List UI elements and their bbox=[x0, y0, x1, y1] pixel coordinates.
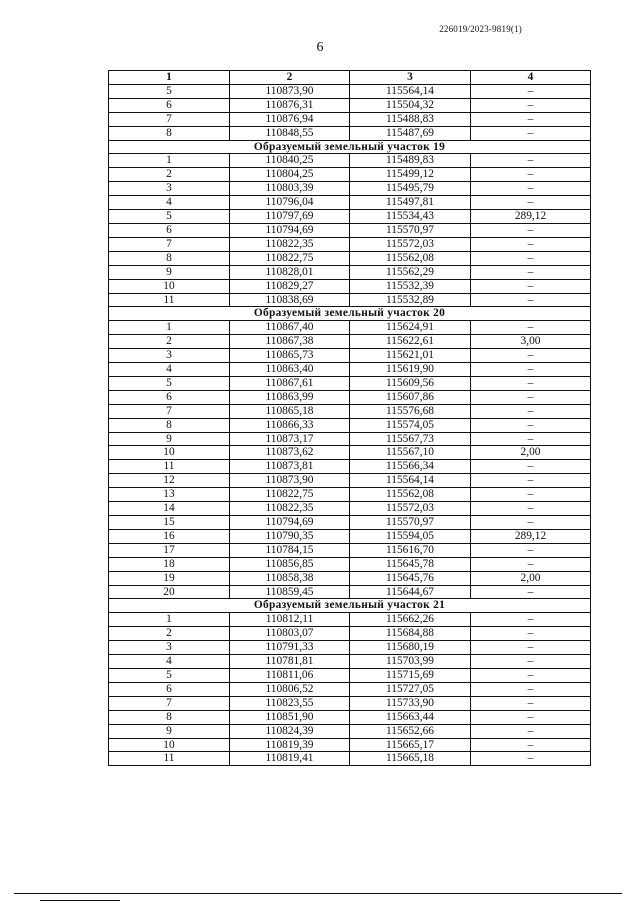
table-row bbox=[109, 543, 591, 557]
value-cell: – bbox=[471, 376, 591, 390]
value-cell: – bbox=[471, 710, 591, 724]
value-cell: – bbox=[471, 641, 591, 655]
value-cell: – bbox=[471, 196, 591, 210]
y-coordinate-cell: 115662,26 bbox=[350, 613, 471, 627]
y-coordinate-cell: 115495,79 bbox=[350, 182, 471, 196]
x-coordinate-cell: 110822,35 bbox=[230, 237, 350, 251]
y-coordinate-cell: 115665,17 bbox=[350, 738, 471, 752]
y-coordinate-cell: 115504,32 bbox=[350, 98, 471, 112]
point-number-cell: 9 bbox=[109, 724, 230, 738]
value-cell: – bbox=[471, 585, 591, 599]
document-number: 226019/2023-9819(1) bbox=[439, 24, 522, 34]
x-coordinate-cell: 110876,31 bbox=[230, 98, 350, 112]
y-coordinate-cell: 115499,12 bbox=[350, 168, 471, 182]
table-header-row bbox=[109, 71, 591, 85]
table-row bbox=[109, 655, 591, 669]
y-coordinate-cell: 115488,83 bbox=[350, 112, 471, 126]
table-row bbox=[109, 154, 591, 168]
x-coordinate-cell: 110781,81 bbox=[230, 655, 350, 669]
table-row bbox=[109, 279, 591, 293]
value-cell: 289,12 bbox=[471, 210, 591, 224]
y-coordinate-cell: 115609,56 bbox=[350, 376, 471, 390]
y-coordinate-cell: 115562,29 bbox=[350, 265, 471, 279]
x-coordinate-cell: 110856,85 bbox=[230, 557, 350, 571]
table-row bbox=[109, 474, 591, 488]
table-row bbox=[109, 710, 591, 724]
x-coordinate-cell: 110866,33 bbox=[230, 418, 350, 432]
value-cell: – bbox=[471, 404, 591, 418]
x-coordinate-cell: 110822,35 bbox=[230, 502, 350, 516]
table-row bbox=[109, 696, 591, 710]
table-row bbox=[109, 418, 591, 432]
y-coordinate-cell: 115703,99 bbox=[350, 655, 471, 669]
value-cell: – bbox=[471, 418, 591, 432]
y-coordinate-cell: 115645,76 bbox=[350, 571, 471, 585]
table-row bbox=[109, 752, 591, 766]
value-cell: – bbox=[471, 168, 591, 182]
value-cell: – bbox=[471, 251, 591, 265]
point-number-cell: 5 bbox=[109, 668, 230, 682]
x-coordinate-cell: 110865,18 bbox=[230, 404, 350, 418]
point-number-cell: 5 bbox=[109, 376, 230, 390]
x-coordinate-cell: 110784,15 bbox=[230, 543, 350, 557]
point-number-cell: 10 bbox=[109, 446, 230, 460]
x-coordinate-cell: 110865,73 bbox=[230, 349, 350, 363]
x-coordinate-cell: 110863,40 bbox=[230, 363, 350, 377]
table-row bbox=[109, 432, 591, 446]
table-row bbox=[109, 641, 591, 655]
table-row bbox=[109, 738, 591, 752]
point-number-cell: 2 bbox=[109, 627, 230, 641]
y-coordinate-cell: 115663,44 bbox=[350, 710, 471, 724]
value-cell: 289,12 bbox=[471, 529, 591, 543]
table-row bbox=[109, 390, 591, 404]
y-coordinate-cell: 115619,90 bbox=[350, 363, 471, 377]
table-row bbox=[109, 237, 591, 251]
x-coordinate-cell: 110873,90 bbox=[230, 474, 350, 488]
point-number-cell: 5 bbox=[109, 84, 230, 98]
value-cell: – bbox=[471, 488, 591, 502]
value-cell: – bbox=[471, 112, 591, 126]
y-coordinate-cell: 115564,14 bbox=[350, 84, 471, 98]
point-number-cell: 6 bbox=[109, 682, 230, 696]
y-coordinate-cell: 115487,69 bbox=[350, 126, 471, 140]
x-coordinate-cell: 110794,69 bbox=[230, 223, 350, 237]
point-number-cell: 20 bbox=[109, 585, 230, 599]
table-row bbox=[109, 627, 591, 641]
table-row bbox=[109, 557, 591, 571]
x-coordinate-cell: 110811,06 bbox=[230, 668, 350, 682]
point-number-cell: 19 bbox=[109, 571, 230, 585]
x-coordinate-cell: 110822,75 bbox=[230, 251, 350, 265]
x-coordinate-cell: 110859,45 bbox=[230, 585, 350, 599]
point-number-cell: 8 bbox=[109, 710, 230, 724]
y-coordinate-cell: 115680,19 bbox=[350, 641, 471, 655]
x-coordinate-cell: 110840,25 bbox=[230, 154, 350, 168]
point-number-cell: 6 bbox=[109, 223, 230, 237]
point-number-cell: 4 bbox=[109, 196, 230, 210]
table-row bbox=[109, 460, 591, 474]
x-coordinate-cell: 110819,41 bbox=[230, 752, 350, 766]
value-cell: – bbox=[471, 84, 591, 98]
section-title: Образуемый земельный участок 19 bbox=[109, 140, 591, 154]
table-row bbox=[109, 502, 591, 516]
footer-short-divider bbox=[40, 900, 120, 901]
y-coordinate-cell: 115567,73 bbox=[350, 432, 471, 446]
point-number-cell: 11 bbox=[109, 293, 230, 307]
point-number-cell: 2 bbox=[109, 168, 230, 182]
section-title: Образуемый земельный участок 21 bbox=[109, 599, 591, 613]
x-coordinate-cell: 110873,90 bbox=[230, 84, 350, 98]
x-coordinate-cell: 110819,39 bbox=[230, 738, 350, 752]
value-cell: – bbox=[471, 474, 591, 488]
x-coordinate-cell: 110867,61 bbox=[230, 376, 350, 390]
y-coordinate-cell: 115607,86 bbox=[350, 390, 471, 404]
y-coordinate-cell: 115727,05 bbox=[350, 682, 471, 696]
value-cell: – bbox=[471, 696, 591, 710]
table-body bbox=[109, 84, 591, 765]
table-row bbox=[109, 265, 591, 279]
value-cell: – bbox=[471, 223, 591, 237]
value-cell: – bbox=[471, 182, 591, 196]
x-coordinate-cell: 110873,62 bbox=[230, 446, 350, 460]
value-cell: – bbox=[471, 363, 591, 377]
section-row bbox=[109, 140, 591, 154]
y-coordinate-cell: 115576,68 bbox=[350, 404, 471, 418]
table-row bbox=[109, 293, 591, 307]
x-coordinate-cell: 110867,40 bbox=[230, 321, 350, 335]
value-cell: – bbox=[471, 349, 591, 363]
value-cell: – bbox=[471, 293, 591, 307]
section-title: Образуемый земельный участок 20 bbox=[109, 307, 591, 321]
table-row bbox=[109, 84, 591, 98]
y-coordinate-cell: 115644,67 bbox=[350, 585, 471, 599]
table-row bbox=[109, 126, 591, 140]
y-coordinate-cell: 115616,70 bbox=[350, 543, 471, 557]
coordinates-table bbox=[108, 70, 591, 766]
x-coordinate-cell: 110803,39 bbox=[230, 182, 350, 196]
point-number-cell: 15 bbox=[109, 516, 230, 530]
value-cell: – bbox=[471, 613, 591, 627]
x-coordinate-cell: 110867,38 bbox=[230, 335, 350, 349]
point-number-cell: 6 bbox=[109, 390, 230, 404]
footer-divider bbox=[14, 893, 622, 894]
point-number-cell: 13 bbox=[109, 488, 230, 502]
y-coordinate-cell: 115645,78 bbox=[350, 557, 471, 571]
x-coordinate-cell: 110803,07 bbox=[230, 627, 350, 641]
value-cell: – bbox=[471, 655, 591, 669]
y-coordinate-cell: 115733,90 bbox=[350, 696, 471, 710]
value-cell: – bbox=[471, 502, 591, 516]
x-coordinate-cell: 110873,17 bbox=[230, 432, 350, 446]
y-coordinate-cell: 115572,03 bbox=[350, 502, 471, 516]
x-coordinate-cell: 110858,38 bbox=[230, 571, 350, 585]
x-coordinate-cell: 110851,90 bbox=[230, 710, 350, 724]
value-cell: – bbox=[471, 460, 591, 474]
value-cell: – bbox=[471, 98, 591, 112]
table-row bbox=[109, 724, 591, 738]
y-coordinate-cell: 115566,34 bbox=[350, 460, 471, 474]
x-coordinate-cell: 110822,75 bbox=[230, 488, 350, 502]
table-row bbox=[109, 529, 591, 543]
table-row bbox=[109, 488, 591, 502]
point-number-cell: 8 bbox=[109, 418, 230, 432]
y-coordinate-cell: 115594,05 bbox=[350, 529, 471, 543]
point-number-cell: 12 bbox=[109, 474, 230, 488]
table-row bbox=[109, 112, 591, 126]
point-number-cell: 3 bbox=[109, 182, 230, 196]
section-row bbox=[109, 599, 591, 613]
table-row bbox=[109, 363, 591, 377]
value-cell: – bbox=[471, 516, 591, 530]
table-row bbox=[109, 349, 591, 363]
value-cell: – bbox=[471, 627, 591, 641]
point-number-cell: 4 bbox=[109, 363, 230, 377]
y-coordinate-cell: 115621,01 bbox=[350, 349, 471, 363]
page-number: 6 bbox=[316, 40, 324, 55]
value-cell: – bbox=[471, 321, 591, 335]
y-coordinate-cell: 115562,08 bbox=[350, 488, 471, 502]
x-coordinate-cell: 110796,04 bbox=[230, 196, 350, 210]
table-row bbox=[109, 182, 591, 196]
point-number-cell: 3 bbox=[109, 349, 230, 363]
x-coordinate-cell: 110806,52 bbox=[230, 682, 350, 696]
point-number-cell: 2 bbox=[109, 335, 230, 349]
point-number-cell: 7 bbox=[109, 696, 230, 710]
value-cell: – bbox=[471, 724, 591, 738]
table-row bbox=[109, 571, 591, 585]
table-row bbox=[109, 251, 591, 265]
column-header: 4 bbox=[471, 71, 591, 85]
y-coordinate-cell: 115489,83 bbox=[350, 154, 471, 168]
value-cell: – bbox=[471, 682, 591, 696]
point-number-cell: 9 bbox=[109, 265, 230, 279]
value-cell: – bbox=[471, 126, 591, 140]
value-cell: – bbox=[471, 390, 591, 404]
y-coordinate-cell: 115574,05 bbox=[350, 418, 471, 432]
x-coordinate-cell: 110823,55 bbox=[230, 696, 350, 710]
value-cell: – bbox=[471, 543, 591, 557]
x-coordinate-cell: 110790,35 bbox=[230, 529, 350, 543]
column-header: 3 bbox=[350, 71, 471, 85]
table-row bbox=[109, 585, 591, 599]
table-row bbox=[109, 210, 591, 224]
y-coordinate-cell: 115532,89 bbox=[350, 293, 471, 307]
y-coordinate-cell: 115652,66 bbox=[350, 724, 471, 738]
point-number-cell: 4 bbox=[109, 655, 230, 669]
point-number-cell: 1 bbox=[109, 321, 230, 335]
point-number-cell: 18 bbox=[109, 557, 230, 571]
x-coordinate-cell: 110848,55 bbox=[230, 126, 350, 140]
table-row bbox=[109, 196, 591, 210]
y-coordinate-cell: 115497,81 bbox=[350, 196, 471, 210]
value-cell: – bbox=[471, 557, 591, 571]
y-coordinate-cell: 115562,08 bbox=[350, 251, 471, 265]
x-coordinate-cell: 110876,94 bbox=[230, 112, 350, 126]
x-coordinate-cell: 110804,25 bbox=[230, 168, 350, 182]
x-coordinate-cell: 110794,69 bbox=[230, 516, 350, 530]
y-coordinate-cell: 115715,69 bbox=[350, 668, 471, 682]
point-number-cell: 9 bbox=[109, 432, 230, 446]
point-number-cell: 8 bbox=[109, 126, 230, 140]
point-number-cell: 7 bbox=[109, 237, 230, 251]
table-row bbox=[109, 335, 591, 349]
value-cell: 2,00 bbox=[471, 446, 591, 460]
value-cell: – bbox=[471, 738, 591, 752]
x-coordinate-cell: 110863,99 bbox=[230, 390, 350, 404]
table-row bbox=[109, 168, 591, 182]
point-number-cell: 8 bbox=[109, 251, 230, 265]
y-coordinate-cell: 115570,97 bbox=[350, 223, 471, 237]
x-coordinate-cell: 110824,39 bbox=[230, 724, 350, 738]
x-coordinate-cell: 110812,11 bbox=[230, 613, 350, 627]
value-cell: – bbox=[471, 668, 591, 682]
section-row bbox=[109, 307, 591, 321]
value-cell: 3,00 bbox=[471, 335, 591, 349]
point-number-cell: 5 bbox=[109, 210, 230, 224]
point-number-cell: 14 bbox=[109, 502, 230, 516]
point-number-cell: 1 bbox=[109, 613, 230, 627]
point-number-cell: 17 bbox=[109, 543, 230, 557]
table-row bbox=[109, 613, 591, 627]
point-number-cell: 11 bbox=[109, 460, 230, 474]
value-cell: – bbox=[471, 154, 591, 168]
table-row bbox=[109, 376, 591, 390]
value-cell: – bbox=[471, 237, 591, 251]
point-number-cell: 3 bbox=[109, 641, 230, 655]
table-row bbox=[109, 321, 591, 335]
y-coordinate-cell: 115684,88 bbox=[350, 627, 471, 641]
table-row bbox=[109, 668, 591, 682]
point-number-cell: 7 bbox=[109, 112, 230, 126]
x-coordinate-cell: 110791,33 bbox=[230, 641, 350, 655]
point-number-cell: 10 bbox=[109, 738, 230, 752]
column-header: 2 bbox=[230, 71, 350, 85]
table-row bbox=[109, 682, 591, 696]
point-number-cell: 1 bbox=[109, 154, 230, 168]
y-coordinate-cell: 115572,03 bbox=[350, 237, 471, 251]
table-row bbox=[109, 98, 591, 112]
x-coordinate-cell: 110829,27 bbox=[230, 279, 350, 293]
x-coordinate-cell: 110873,81 bbox=[230, 460, 350, 474]
point-number-cell: 11 bbox=[109, 752, 230, 766]
y-coordinate-cell: 115570,97 bbox=[350, 516, 471, 530]
x-coordinate-cell: 110838,69 bbox=[230, 293, 350, 307]
point-number-cell: 7 bbox=[109, 404, 230, 418]
x-coordinate-cell: 110797,69 bbox=[230, 210, 350, 224]
value-cell: – bbox=[471, 279, 591, 293]
y-coordinate-cell: 115624,91 bbox=[350, 321, 471, 335]
point-number-cell: 6 bbox=[109, 98, 230, 112]
y-coordinate-cell: 115567,10 bbox=[350, 446, 471, 460]
table-row bbox=[109, 223, 591, 237]
table-row bbox=[109, 446, 591, 460]
x-coordinate-cell: 110828,01 bbox=[230, 265, 350, 279]
value-cell: – bbox=[471, 265, 591, 279]
value-cell: – bbox=[471, 752, 591, 766]
y-coordinate-cell: 115534,43 bbox=[350, 210, 471, 224]
column-header: 1 bbox=[109, 71, 230, 85]
value-cell: – bbox=[471, 432, 591, 446]
table-row bbox=[109, 516, 591, 530]
y-coordinate-cell: 115564,14 bbox=[350, 474, 471, 488]
y-coordinate-cell: 115622,61 bbox=[350, 335, 471, 349]
value-cell: 2,00 bbox=[471, 571, 591, 585]
point-number-cell: 16 bbox=[109, 529, 230, 543]
y-coordinate-cell: 115665,18 bbox=[350, 752, 471, 766]
table-row bbox=[109, 404, 591, 418]
y-coordinate-cell: 115532,39 bbox=[350, 279, 471, 293]
point-number-cell: 10 bbox=[109, 279, 230, 293]
